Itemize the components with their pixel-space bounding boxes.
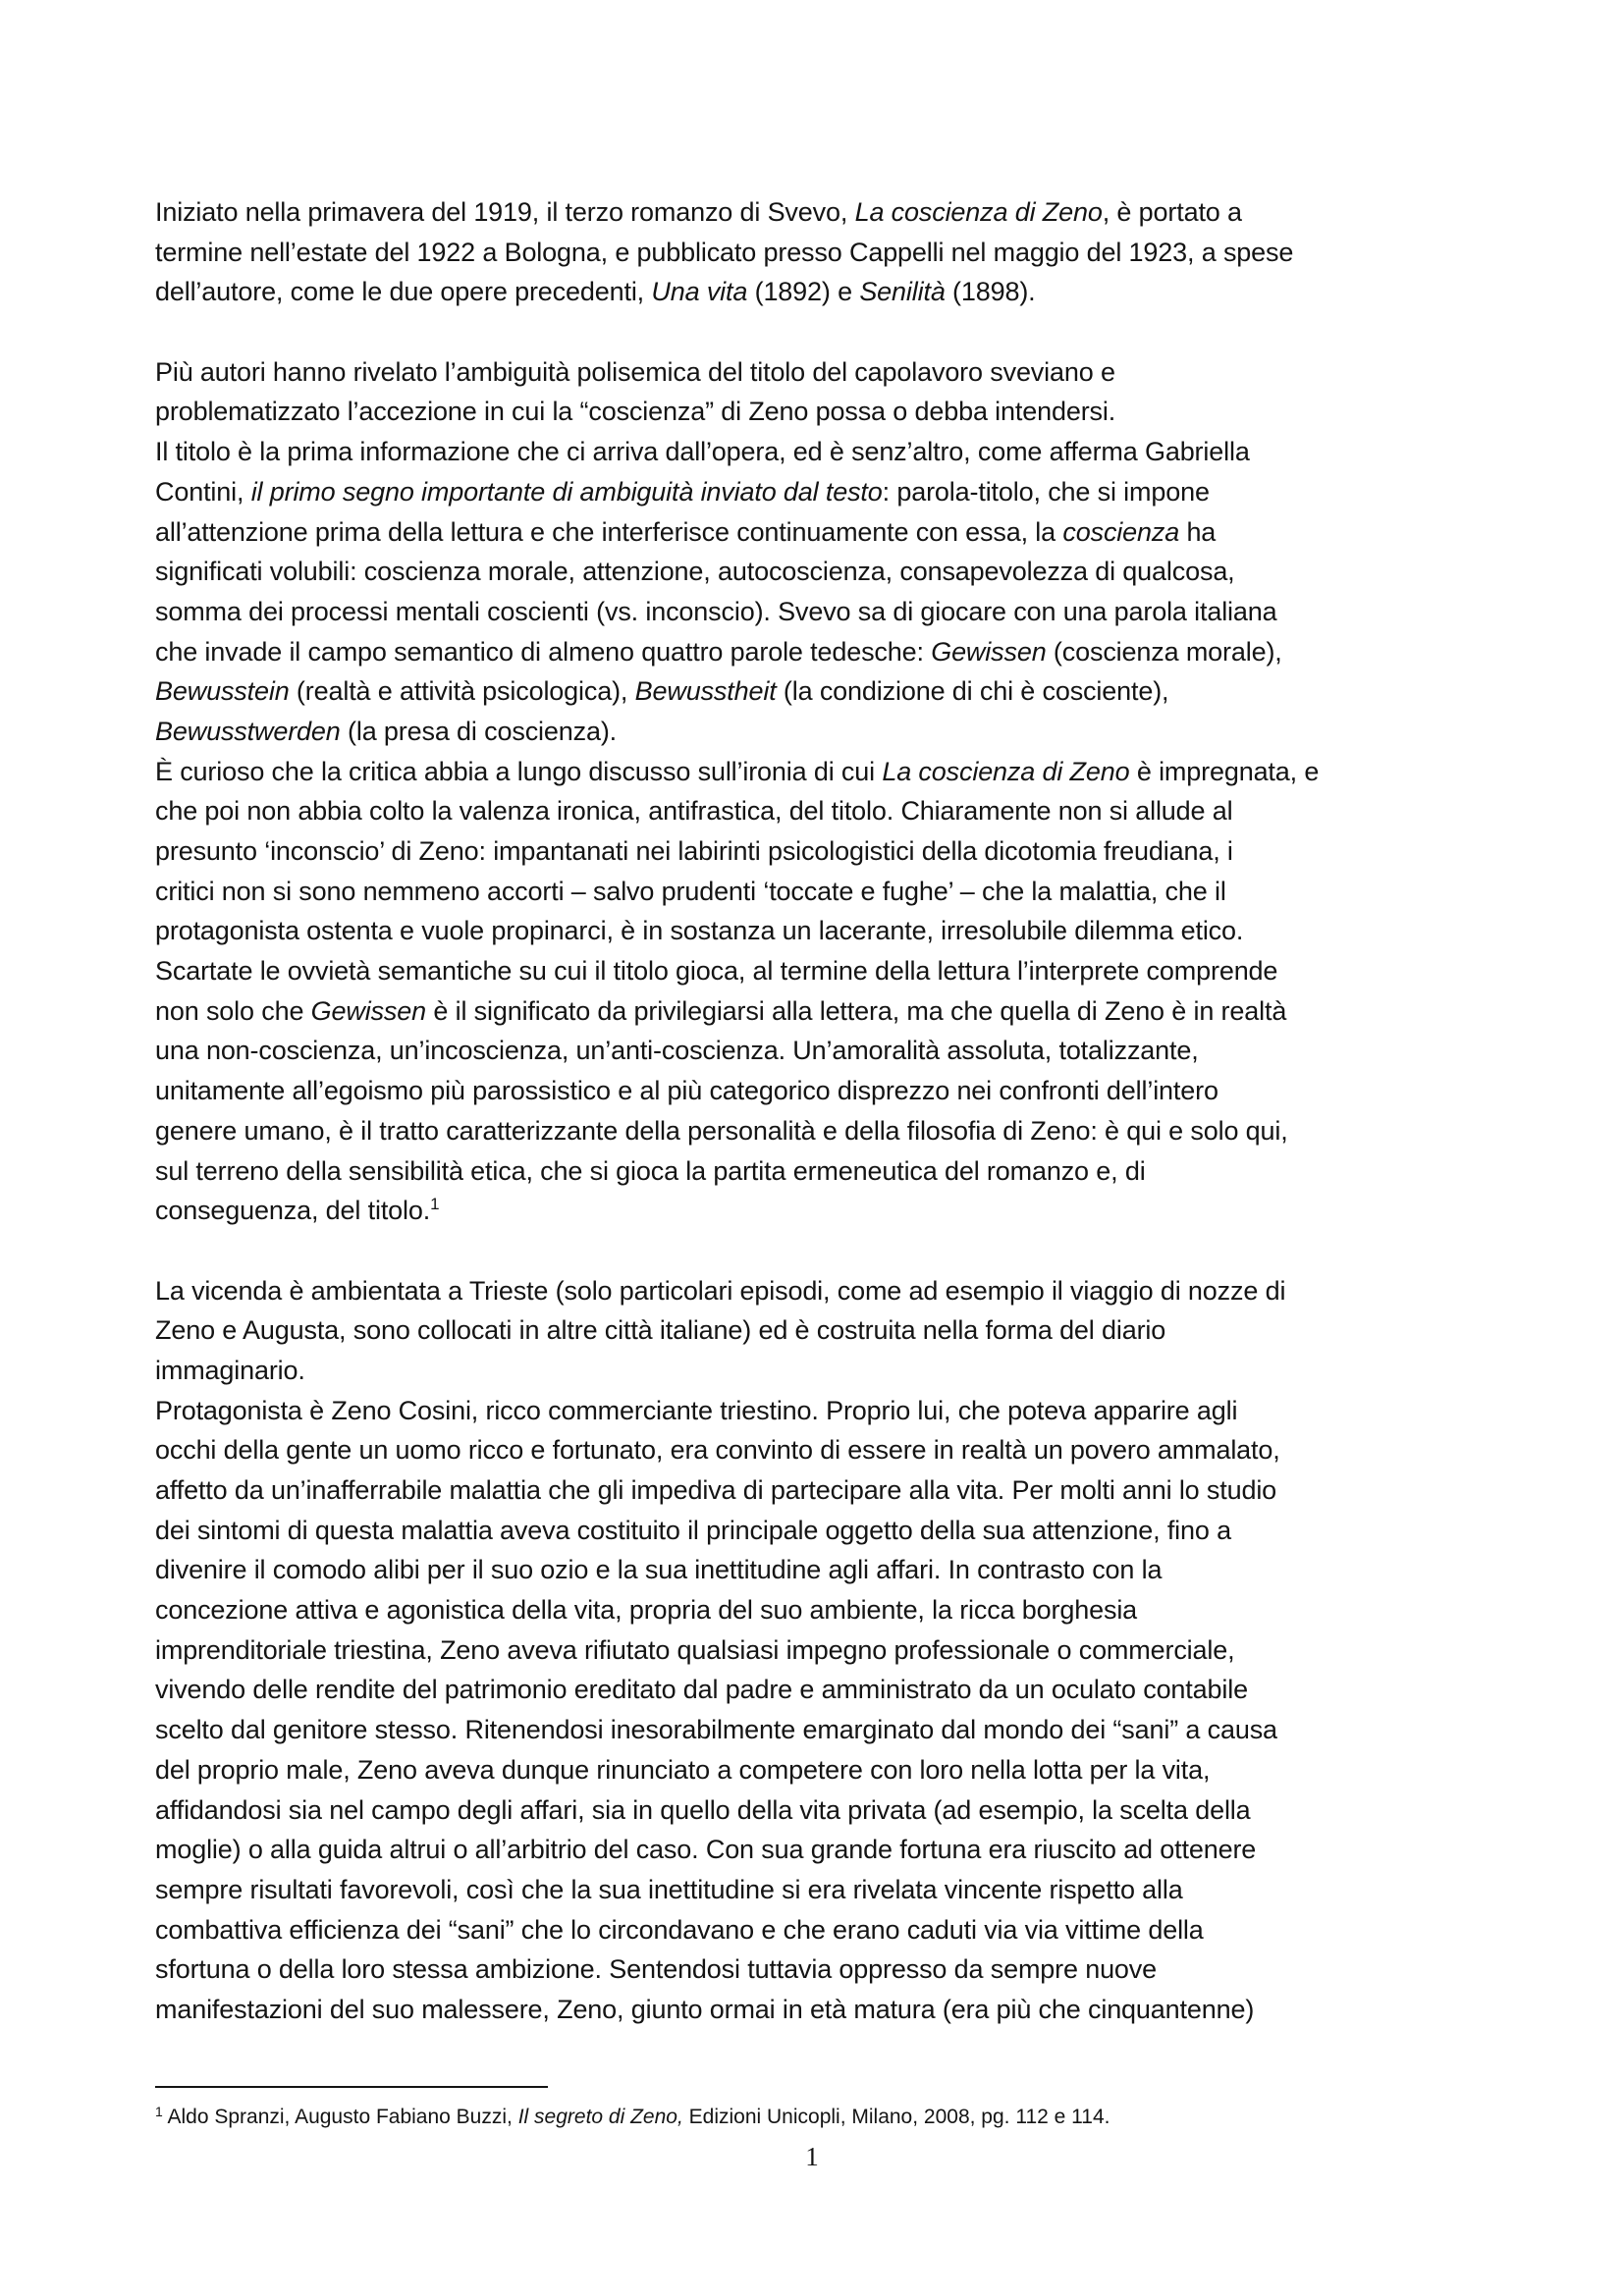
text-line: Iniziato nella primavera del 1919, il terzo romanzo di Svevo, La coscienza di Zeno, è portato a — [155, 197, 1242, 227]
text-line: immaginario. — [155, 1355, 305, 1385]
paragraph-gap — [155, 312, 1481, 352]
text-line: Protagonista è Zeno Cosini, ricco commerciante triestino. Proprio lui, che poteva apparire agli — [155, 1395, 1238, 1425]
footnote: $^1$ Aldo Spranzi, Augusto Fabiano Buzzi, Il segreto di Zeno, Edizioni Unicopli, Milano, 2008, pg. 112 e 114. — [155, 2104, 1110, 2128]
italic-text: Senilità — [859, 277, 946, 307]
text-line: dell’autore, come le due opere precedenti, Una vita (1892) e Senilità (1898). — [155, 277, 1036, 307]
text-line: concezione attiva e agonistica della vita, propria del suo ambiente, la ricca borghesia — [155, 1595, 1138, 1626]
text-line: moglie) o alla guida altrui o all’arbitrio del caso. Con sua grande fortuna era riuscito ad ottenere — [155, 1835, 1257, 1865]
italic-text: Una vita — [651, 277, 748, 307]
text-line: imprenditoriale triestina, Zeno aveva rifiutato qualsiasi impegno professionale o commerciale, — [155, 1634, 1235, 1665]
text-line: genere umano, è il tratto caratterizzante della personalità e della filosofia di Zeno: è qui e solo qui, — [155, 1115, 1288, 1146]
text-line: una non-coscienza, un’incoscienza, un’anti-coscienza. Un’amoralità assoluta, totalizzante, — [155, 1036, 1199, 1066]
text-line: sfortuna o della loro stessa ambizione. Sentendosi tuttavia oppresso da sempre nuove — [155, 1954, 1158, 1985]
italic-text: Bewusstwerden — [155, 716, 341, 746]
text-line: all’attenzione prima della lettura e che interferisce continuamente con essa, la coscienza ha — [155, 516, 1217, 547]
text-line: manifestazioni del suo malessere, Zeno, giunto ormai in età matura (era più che cinquantenne) — [155, 1994, 1255, 2024]
italic-text: il primo segno importante di ambiguità inviato dal testo — [250, 476, 883, 507]
text-line: Contini, il primo segno importante di ambiguità inviato dal testo: parola-titolo, che si impone — [155, 476, 1210, 507]
text-line: unitamente all’egoismo più parossistico e al più categorico disprezzo nei confronti dell’intero — [155, 1076, 1218, 1106]
text-line: La vicenda è ambientata a Trieste (solo particolari episodi, come ad esempio il viaggio di nozze di — [155, 1275, 1286, 1306]
text-line: Il titolo è la prima informazione che ci arriva dall’opera, ed è senz’altro, come afferma Gabriella — [155, 437, 1250, 467]
text-line: affetto da un’inafferrabile malattia che gli impediva di partecipare alla vita. Per molti anni lo studio — [155, 1475, 1277, 1505]
text-line: protagonista ostenta e vuole propinarci, è in sostanza un lacerante, irresolubile dilemma etico. — [155, 916, 1244, 946]
page-number: 1 — [805, 2142, 819, 2171]
italic-text: coscienza — [1062, 516, 1180, 547]
text-line: divenire il comodo alibi per il suo ozio e la sua inettitudine agli affari. In contrasto con la — [155, 1555, 1163, 1585]
body-text — [155, 192, 1481, 2030]
text-line: somma dei processi mentali coscienti (vs. inconscio). Svevo sa di giocare con una parola italiana — [155, 596, 1277, 626]
text-line: che invade il campo semantico di almeno quattro parole tedesche: Gewissen (coscienza morale), — [155, 636, 1282, 667]
text-line: dei sintomi di questa malattia aveva costituito il principale oggetto della sua attenzione, fino a — [155, 1515, 1231, 1545]
text-line: affidandosi sia nel campo degli affari, sia in quello della vita privata (ad esempio, la scelta della — [155, 1794, 1251, 1825]
text-line: vivendo delle rendite del patrimonio ereditato dal padre e amministrato da un oculato contabile — [155, 1675, 1248, 1705]
text-line: combattiva efficienza dei “sani” che lo circondavano e che erano caduti via via vittime della — [155, 1914, 1204, 1945]
footnote-title: Il segreto di Zeno, — [517, 2106, 683, 2128]
text-line: scelto dal genitore stesso. Ritenendosi inesorabilmente emarginato dal mondo dei “sani” a causa — [155, 1715, 1277, 1745]
footnote-reference: 1 — [430, 1195, 440, 1214]
italic-text: Bewusstheit — [634, 676, 777, 707]
paragraph-gap — [155, 1231, 1481, 1271]
text-line: sul terreno della sensibilità etica, che si gioca la partita ermeneutica del romanzo e, di — [155, 1155, 1146, 1186]
footnote-marker: 1 — [155, 2104, 163, 2119]
text-line: non solo che Gewissen è il significato da privilegiarsi alla lettera, ma che quella di Zeno è in realtà — [155, 995, 1287, 1026]
text-line: presunto ‘inconscio’ di Zeno: impantanati nei labirinti psicologistici della dicotomia freudiana, i — [155, 836, 1233, 866]
text-line: Bewusstwerden (la presa di coscienza). — [155, 716, 618, 746]
italic-text: Gewissen — [310, 995, 427, 1026]
text-line: del proprio male, Zeno aveva dunque rinunciato a competere con loro nella lotta per la vita, — [155, 1754, 1211, 1785]
paragraph — [155, 192, 1481, 312]
italic-text: La coscienza di Zeno — [882, 756, 1130, 786]
text-line: conseguenza, del titolo.$^1$ — [155, 1195, 440, 1226]
paragraph — [155, 352, 1481, 1231]
text-line: Bewusstein (realtà e attività psicologica), Bewusstheit (la condizione di chi è cosciente), — [155, 676, 1169, 707]
text-line: Zeno e Augusta, sono collocati in altre città italiane) ed è costruita nella forma del diario — [155, 1315, 1166, 1346]
text-line: problematizzato l’accezione in cui la “coscienza” di Zeno possa o debba intendersi. — [155, 397, 1116, 427]
text-line: critici non si sono nemmeno accorti – salvo prudenti ‘toccate e fughe’ – che la malattia, che il — [155, 876, 1226, 906]
text-line: termine nell’estate del 1922 a Bologna, e pubblicato presso Cappelli nel maggio del 1923, a spese — [155, 237, 1294, 267]
text-line: Più autori hanno rivelato l’ambiguità polisemica del titolo del capolavoro sveviano e — [155, 356, 1115, 387]
text-line: sempre risultati favorevoli, così che la sua inettitudine si era rivelata vincente rispetto alla — [155, 1874, 1183, 1904]
text-line: occhi della gente un uomo ricco e fortunato, era convinto di essere in realtà un povero ammalato, — [155, 1435, 1280, 1466]
paragraph — [155, 1271, 1481, 2030]
text-line: significati volubili: coscienza morale, attenzione, autocoscienza, consapevolezza di qualcosa, — [155, 557, 1235, 587]
italic-text: Gewissen — [931, 636, 1047, 667]
text-line: Scartate le ovvietà semantiche su cui il titolo gioca, al termine della lettura l’interprete comprende — [155, 956, 1278, 987]
italic-text: La coscienza di Zeno — [854, 197, 1103, 227]
italic-text: Bewusstein — [155, 676, 290, 707]
text-line: È curioso che la critica abbia a lungo discusso sull’ironia di cui La coscienza di Zeno è impregnata, e — [155, 756, 1320, 786]
footnote-separator — [155, 2086, 548, 2088]
text-line: che poi non abbia colto la valenza ironica, antifrastica, del titolo. Chiaramente non si allude al — [155, 796, 1233, 827]
